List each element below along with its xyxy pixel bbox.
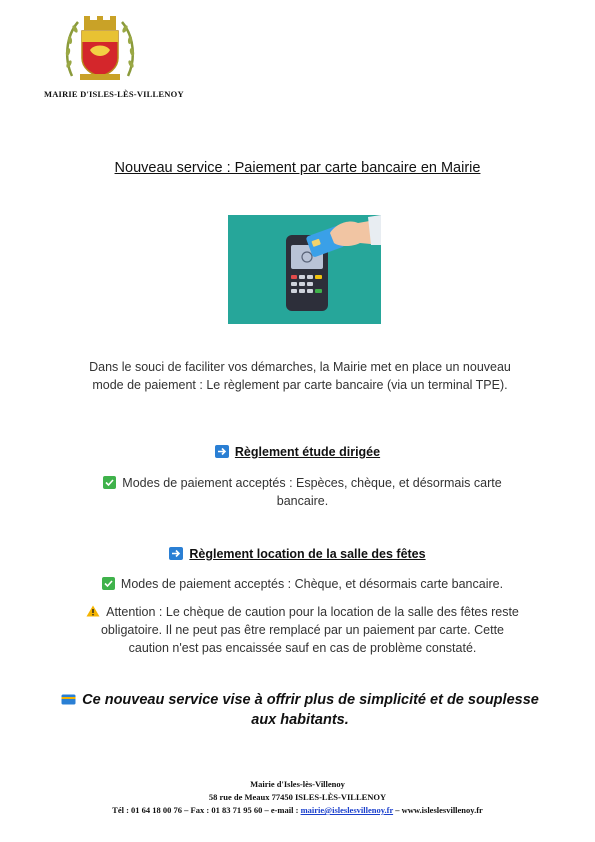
footer-phone-fax: Tél : 01 64 18 00 76 – Fax : 01 83 71 95 60 – e-mail :	[112, 805, 301, 815]
credit-card-icon	[61, 691, 76, 702]
footer	[0, 778, 595, 817]
footer-line-address: 58 rue de Meaux 77450 ISLES-LÈS-VILLENOY	[208, 792, 387, 802]
warning-paragraph	[80, 603, 525, 657]
footer-website: – www.isleslesvillenoy.fr	[393, 805, 483, 815]
arrow-right-icon	[169, 547, 183, 560]
section-heading-text: Règlement location de la salle des fêtes	[189, 547, 426, 561]
section-heading-text: Règlement étude dirigée	[234, 445, 381, 459]
coat-of-arms-icon	[62, 14, 138, 84]
warning-text: Attention : Le chèque de caution pour la location de la salle des fêtes reste obligatoire. Il ne peut pas être remplacé par un paiement par carte. Cette caution n'est pas encaissée sauf en cas de problème constaté.	[100, 605, 519, 655]
mairie-label: MAIRIE D'ISLES-LÈS-VILLENOY	[44, 89, 184, 99]
section-heading-salle-des-fetes	[0, 547, 595, 561]
payment-modes-line	[80, 474, 525, 510]
page-title: Nouveau service : Paiement par carte bancaire en Mairie	[114, 160, 481, 176]
payment-modes-text: Modes de paiement acceptés : Chèque, et désormais carte bancaire.	[120, 577, 504, 591]
closing-statement	[60, 690, 540, 730]
payment-terminal-illustration	[228, 215, 381, 324]
payment-modes-text: Modes de paiement acceptés : Espèces, chèque, et désormais carte bancaire.	[122, 476, 502, 508]
arrow-right-icon	[215, 445, 229, 458]
footer-email-link[interactable]: mairie@isleslesvillenoy.fr	[300, 805, 394, 815]
section-heading-etude-dirigee	[0, 445, 595, 459]
footer-line-name: Mairie d'Isles-lès-Villenoy	[250, 779, 345, 789]
check-icon	[103, 476, 116, 489]
footer-line-contact	[0, 804, 595, 817]
intro-paragraph: Dans le souci de faciliter vos démarches, la Mairie met en place un nouveau mode de paiement : Le règlement par carte bancaire (via un terminal TPE).	[89, 360, 511, 392]
payment-modes-line	[80, 575, 525, 593]
closing-text: Ce nouveau service vise à offrir plus de simplicité et de souplesse aux habitants.	[82, 692, 539, 728]
warning-icon	[86, 604, 100, 616]
check-icon	[102, 577, 115, 590]
